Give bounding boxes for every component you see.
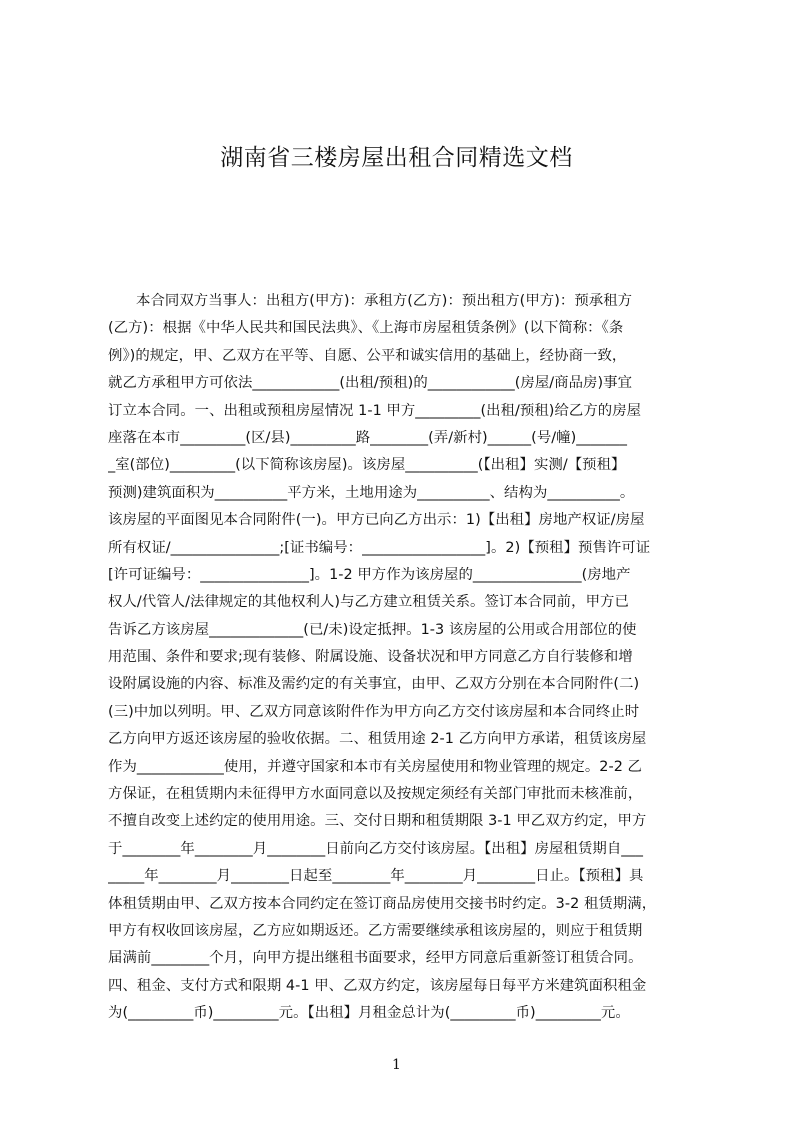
paragraph-line: _____年________月________日起至________年________月________日止。【预租】具 bbox=[108, 868, 644, 885]
paragraph-line: [许可证编号：_______________]。1-2 甲方作为该房屋的_______________(房地产 bbox=[108, 566, 631, 583]
paragraph-line: 就乙方承租甲方可依法____________(出租/预租)的____________(房屋/商品房)事宜 bbox=[108, 375, 633, 392]
paragraph-line: 作为____________使用，并遵守国家和本市有关房屋使用和物业管理的规定。2-2 乙 bbox=[108, 758, 643, 775]
paragraph-line: 于________年________月________日前向乙方交付该房屋。【出租】房屋租赁期自___ bbox=[108, 840, 643, 857]
paragraph-line: 设附属设施的内容、标准及需约定的有关事宜，由甲、乙双方分别在本合同附件(二) bbox=[108, 676, 640, 693]
paragraph-line: 体租赁期由甲、乙双方按本合同约定在签订商品房使用交接书时约定。3-2 租赁期满， bbox=[108, 895, 657, 912]
paragraph-line: 告诉乙方该房屋_____________(已/未)设定抵押。1-3 该房屋的公用或合用部位的使 bbox=[108, 621, 637, 638]
paragraph-line: _室(部位)_________(以下简称该房屋)。该房屋__________(【出租】实测/【预租】 bbox=[108, 457, 626, 474]
paragraph-line: 乙方向甲方返还该房屋的验收依据。二、租赁用途 2-1 乙方向甲方承诺，租赁该房屋 bbox=[108, 731, 647, 748]
paragraph-line: 预测)建筑面积为__________平方米，土地用途为__________、结构为__________。 bbox=[108, 484, 635, 501]
paragraph-line: (三)中加以列明。甲、乙双方同意该附件作为甲方向乙方交付该房屋和本合同终止时 bbox=[108, 703, 640, 720]
document-title: 湖南省三楼房屋出租合同精选文档 bbox=[220, 145, 573, 171]
paragraph-line: 方保证，在租赁期内未征得甲方水面同意以及按规定须经有关部门审批而未核准前， bbox=[108, 786, 643, 803]
paragraph-line: 权人/代管人/法律规定的其他权利人)与乙方建立租赁关系。签订本合同前，甲方已 bbox=[108, 594, 629, 611]
paragraph-line: 用范围、条件和要求;现有装修、附属设施、设备状况和甲方同意乙方自行装修和增 bbox=[108, 649, 633, 666]
paragraph-line: 为(_________币)_________元。【出租】月租金总计为(_________币)_________元。 bbox=[108, 1005, 630, 1022]
paragraph-line: 例》)的规定，甲、乙双方在平等、自愿、公平和诚实信用的基础上，经协商一致， bbox=[108, 347, 627, 364]
paragraph-line: 本合同双方当事人：出租方(甲方)：承租方(乙方)：预出租方(甲方)：预承租方 bbox=[136, 293, 633, 309]
paragraph-line: (乙方)：根据《中华人民共和国民法典》、《上海市房屋租赁条例》(以下简称：《条 bbox=[108, 320, 624, 337]
paragraph-line: 该房屋的平面图见本合同附件(一)。甲方已向乙方出示：1)【出租】房地产权证/房屋 bbox=[108, 512, 645, 529]
contract-body bbox=[108, 288, 700, 1028]
paragraph-line: 座落在本市_________(区/县)_________路________(弄/新村)______(号/幢)_______ bbox=[108, 429, 627, 446]
paragraph-line: 四、租金、支付方式和限期 4-1 甲、乙双方约定，该房屋每日每平方米建筑面积租金 bbox=[108, 977, 647, 994]
paragraph-line: 届满前________个月，向甲方提出继租书面要求，经甲方同意后重新签订租赁合同。 bbox=[108, 950, 643, 967]
paragraph-line: 订立本合同。一、出租或预租房屋情况 1-1 甲方_________(出租/预租)给乙方的房屋 bbox=[108, 402, 642, 419]
paragraph-line: 所有权证/_______________;[证书编号：_________________]。2)【预租】预售许可证 bbox=[108, 539, 651, 556]
paragraph-line: 不擅自改变上述约定的使用用途。三、交付日期和租赁期限 3-1 甲乙双方约定，甲方 bbox=[108, 813, 647, 830]
page-number: 1 bbox=[392, 1057, 401, 1073]
paragraph-line: 甲方有权收回该房屋，乙方应如期返还。乙方需要继续承租该房屋的，则应于租赁期 bbox=[108, 922, 643, 939]
